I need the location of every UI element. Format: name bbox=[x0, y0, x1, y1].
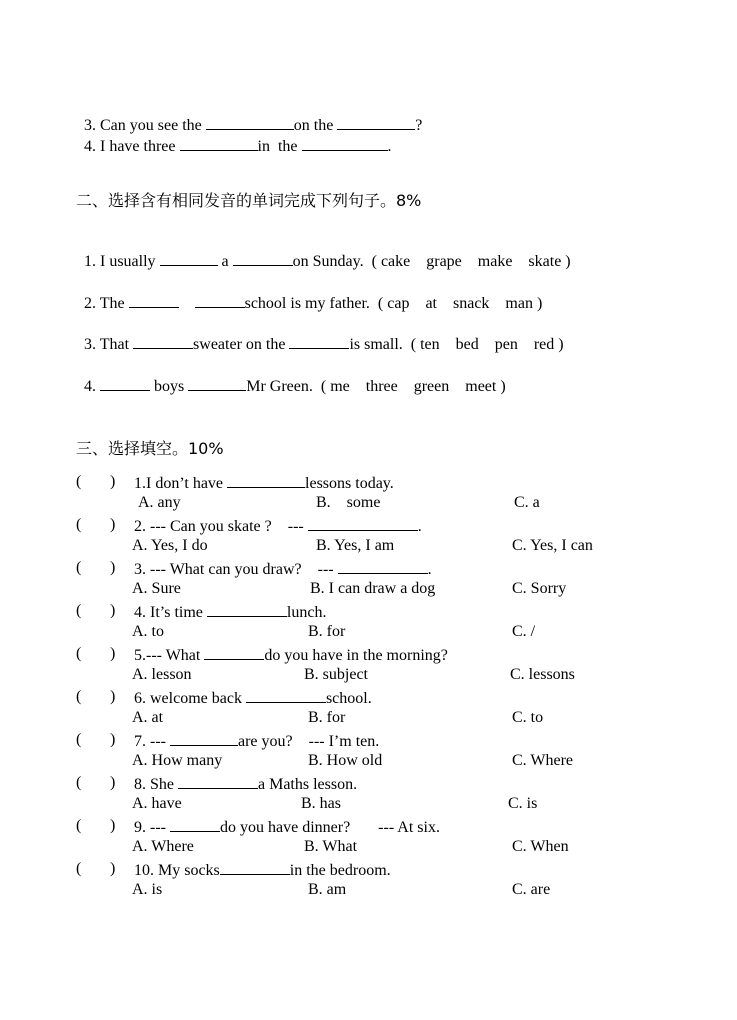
option-c: C. / bbox=[512, 623, 536, 640]
mc-question: 3. --- What can you draw? --- . bbox=[134, 561, 432, 578]
option-b: B. some bbox=[316, 494, 381, 511]
section-3-heading: 三、选择填空。10% bbox=[76, 439, 224, 458]
s2-question-2: 2. The school is my father. ( cap at snack man ) bbox=[84, 295, 543, 312]
option-c: C. to bbox=[512, 709, 544, 726]
option-a: A. Sure bbox=[132, 580, 181, 597]
option-a: A. How many bbox=[132, 752, 223, 769]
option-b: B. How old bbox=[308, 752, 383, 769]
option-b: B. subject bbox=[304, 666, 368, 683]
answer-paren-right: ) bbox=[110, 860, 116, 877]
answer-paren-left: ( bbox=[76, 473, 82, 490]
mc-question: 7. --- are you? --- I’m ten. bbox=[134, 733, 380, 750]
answer-paren-left: ( bbox=[76, 516, 82, 533]
section-2-heading: 二、选择含有相同发音的单词完成下列句子。8% bbox=[76, 191, 422, 210]
answer-paren-right: ) bbox=[110, 774, 116, 791]
s1-question-4: 4. I have three in the . bbox=[84, 138, 392, 155]
answer-paren-right: ) bbox=[110, 602, 116, 619]
blank[interactable] bbox=[227, 473, 305, 488]
s2-question-1: 1. I usually a on Sunday. ( cake grape make skate ) bbox=[84, 253, 571, 270]
option-a: A. to bbox=[132, 623, 164, 640]
answer-paren-right: ) bbox=[110, 731, 116, 748]
option-a: A. at bbox=[132, 709, 164, 726]
answer-paren-left: ( bbox=[76, 559, 82, 576]
blank[interactable] bbox=[170, 817, 220, 832]
s1-question-3: 3. Can you see the on the ? bbox=[84, 117, 423, 134]
blank[interactable] bbox=[207, 602, 287, 617]
mc-question: 10. My socks in the bedroom. bbox=[134, 862, 391, 879]
option-b: B. has bbox=[301, 795, 341, 812]
option-b: B. for bbox=[308, 709, 346, 726]
answer-paren-right: ) bbox=[110, 645, 116, 662]
blank[interactable] bbox=[170, 731, 238, 746]
blank[interactable] bbox=[246, 688, 326, 703]
blank[interactable] bbox=[289, 334, 349, 349]
blank[interactable] bbox=[188, 376, 246, 391]
answer-paren-left: ( bbox=[76, 688, 82, 705]
mc-question: 6. welcome back school. bbox=[134, 690, 372, 707]
blank[interactable] bbox=[302, 136, 388, 151]
option-a: A. any bbox=[138, 494, 181, 511]
option-c: C. Where bbox=[512, 752, 574, 769]
option-c: C. When bbox=[512, 838, 569, 855]
blank[interactable] bbox=[220, 860, 290, 875]
answer-paren-left: ( bbox=[76, 731, 82, 748]
answer-paren-left: ( bbox=[76, 645, 82, 662]
answer-paren-right: ) bbox=[110, 688, 116, 705]
blank[interactable] bbox=[338, 559, 428, 574]
option-a: A. Where bbox=[132, 838, 194, 855]
answer-paren-left: ( bbox=[76, 774, 82, 791]
answer-paren-right: ) bbox=[110, 516, 116, 533]
option-b: B. Yes, I am bbox=[316, 537, 395, 554]
option-b: B. for bbox=[308, 623, 346, 640]
mc-question: 1.I don’t have lessons today. bbox=[134, 475, 394, 492]
option-a: A. is bbox=[132, 881, 163, 898]
s2-question-4: 4. boys Mr Green. ( me three green meet ) bbox=[84, 378, 506, 395]
option-b: B. What bbox=[304, 838, 358, 855]
option-b: B. I can draw a dog bbox=[310, 580, 436, 597]
option-a: A. lesson bbox=[132, 666, 192, 683]
mc-question: 5.--- What do you have in the morning? bbox=[134, 647, 448, 664]
blank[interactable] bbox=[180, 136, 258, 151]
answer-paren-right: ) bbox=[110, 473, 116, 490]
mc-question: 2. --- Can you skate ? --- . bbox=[134, 518, 422, 535]
answer-paren-left: ( bbox=[76, 860, 82, 877]
blank[interactable] bbox=[195, 293, 245, 308]
mc-question: 9. --- do you have dinner? --- At six. bbox=[134, 819, 440, 836]
option-a: A. have bbox=[132, 795, 182, 812]
answer-paren-right: ) bbox=[110, 817, 116, 834]
answer-paren-right: ) bbox=[110, 559, 116, 576]
option-c: C. are bbox=[512, 881, 551, 898]
mc-question: 8. She a Maths lesson. bbox=[134, 776, 358, 793]
option-b: B. am bbox=[308, 881, 347, 898]
answer-paren-left: ( bbox=[76, 817, 82, 834]
blank[interactable] bbox=[308, 516, 418, 531]
mc-question: 4. It’s time lunch. bbox=[134, 604, 327, 621]
blank[interactable] bbox=[233, 251, 293, 266]
blank[interactable] bbox=[133, 334, 193, 349]
blank[interactable] bbox=[160, 251, 218, 266]
option-c: C. Yes, I can bbox=[512, 537, 593, 554]
answer-paren-left: ( bbox=[76, 602, 82, 619]
option-c: C. lessons bbox=[510, 666, 575, 683]
option-c: C. Sorry bbox=[512, 580, 567, 597]
option-c: C. a bbox=[514, 494, 540, 511]
option-c: C. is bbox=[508, 795, 538, 812]
s2-question-3: 3. That sweater on the is small. ( ten bed pen red ) bbox=[84, 336, 564, 353]
blank[interactable] bbox=[100, 376, 150, 391]
blank[interactable] bbox=[129, 293, 179, 308]
blank[interactable] bbox=[204, 645, 264, 660]
option-a: A. Yes, I do bbox=[132, 537, 208, 554]
blank[interactable] bbox=[178, 774, 258, 789]
